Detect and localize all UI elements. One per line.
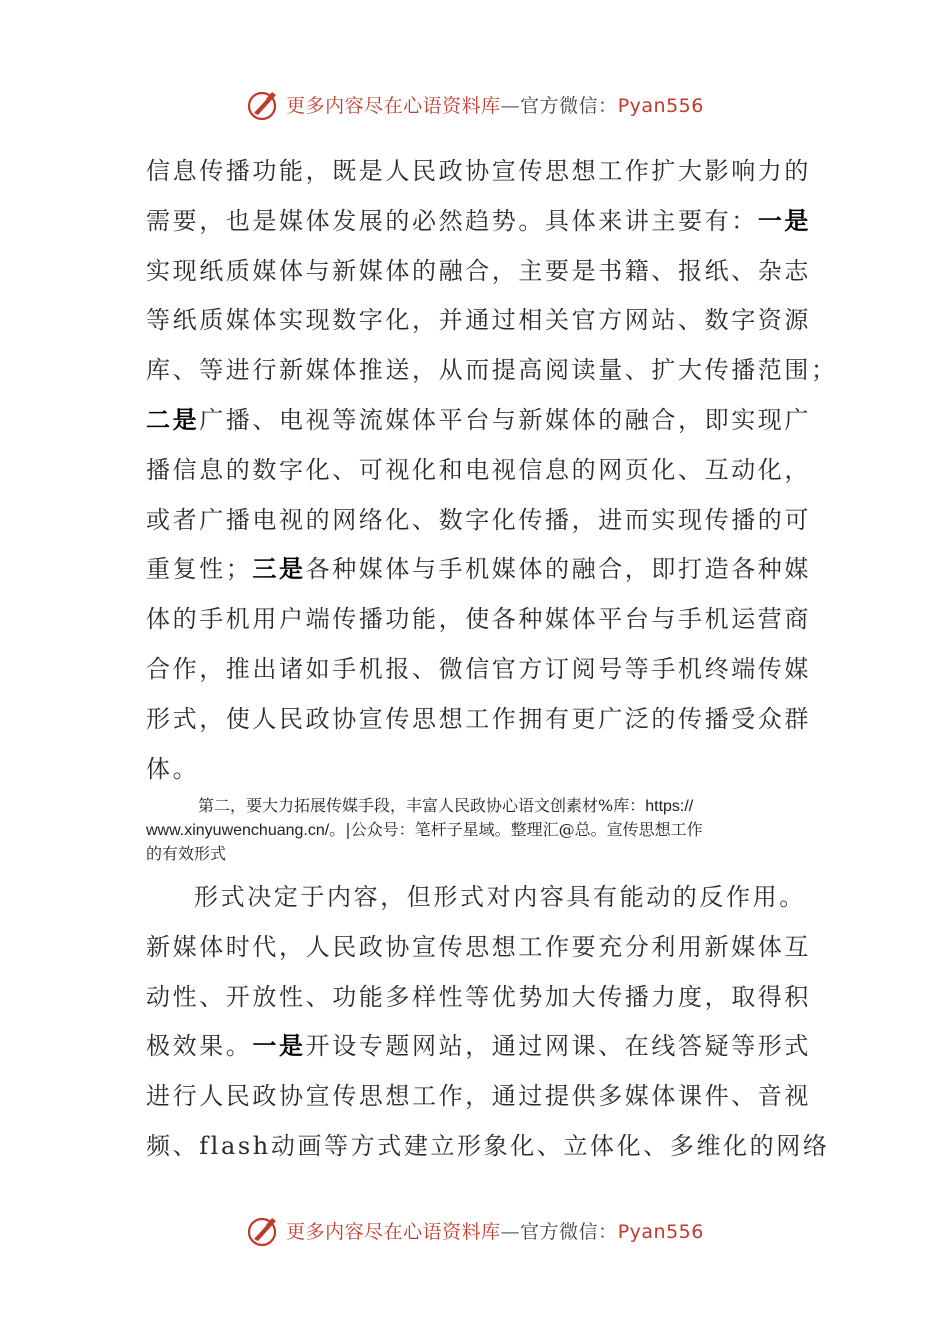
heading-line-2: www.xinyuwenchuang.cn/。|公众号：笔杆子星域。整理汇@总。宣传思想工作	[146, 820, 703, 839]
banner-wechat-id: Pyan556	[617, 94, 704, 117]
text-line: 形式，使人民政协宣传思想工作拥有更广泛的传播受众群	[146, 704, 811, 733]
banner-label: 官方微信：	[520, 94, 618, 117]
heading-line-1: 第二，要大力拓展传媒手段，丰富人民政协心语文创素材%库：https://	[198, 796, 694, 815]
section-heading	[146, 794, 806, 865]
banner-wechat-id: Pyan556	[617, 1220, 704, 1243]
text-line: 动性、开放性、功能多样性等优势加大传播力度，取得积	[146, 982, 811, 1011]
heading-link-part: https://	[645, 798, 694, 815]
text-line: 体。	[146, 754, 200, 783]
text-line: 体的手机用户端传播功能，使各种媒体平台与手机运营商	[146, 605, 811, 634]
footer-banner	[0, 1210, 950, 1250]
quill-logo-icon	[246, 86, 282, 122]
banner-dash: —	[500, 94, 521, 117]
text-line: 合作，推出诸如手机报、微信官方订阅号等手机终端传媒	[146, 654, 811, 683]
text-line: 库、等进行新媒体推送，从而提高阅读量、扩大传播范围；	[146, 356, 838, 385]
text-line: 信息传播功能，既是人民政协宣传思想工作扩大影响力的	[146, 157, 811, 185]
header-banner	[0, 84, 950, 124]
text-line: 二是广播、电视等流媒体平台与新媒体的融合，即实现广	[146, 404, 812, 434]
text-line: 频、flash动画等方式建立形象化、立体化、多维化的网络	[146, 1131, 830, 1160]
banner-label: 官方微信：	[520, 1220, 618, 1243]
banner-text	[286, 1217, 704, 1244]
quill-logo-icon	[246, 1212, 282, 1248]
text-line: 播信息的数字化、可视化和电视信息的网页化、互动化，	[146, 455, 811, 484]
text-line: 实现纸质媒体与新媒体的融合，主要是书籍、报纸、杂志	[146, 256, 811, 285]
paragraph-1	[146, 146, 838, 793]
heading-line-3: 的有效形式	[146, 844, 227, 863]
banner-title: 更多内容尽在心语资料库	[286, 1220, 501, 1243]
text-line: 形式决定于内容，但形式对内容具有能动的反作用。	[194, 883, 806, 911]
text-line: 进行人民政协宣传思想工作，通过提供多媒体课件、音视	[146, 1082, 811, 1111]
banner-dash: —	[500, 1220, 521, 1243]
text-line: 新媒体时代，人民政协宣传思想工作要充分利用新媒体互	[146, 932, 811, 961]
text-line: 重复性；三是各种媒体与手机媒体的融合，即打造各种媒	[146, 554, 812, 584]
text-line: 需要，也是媒体发展的必然趋势。具体来讲主要有：一是	[146, 205, 812, 235]
text-line: 极效果。一是开设专题网站，通过网课、在线答疑等形式	[146, 1031, 812, 1061]
text-line: 或者广播电视的网络化、数字化传播，进而实现传播的可	[146, 505, 811, 534]
banner-title: 更多内容尽在心语资料库	[286, 94, 501, 117]
text-line: 等纸质媒体实现数字化，并通过相关官方网站、数字资源	[146, 306, 811, 335]
heading-url: www.xinyuwenchuang.cn/	[146, 822, 330, 839]
banner-text	[286, 91, 704, 118]
paragraph-2	[146, 872, 830, 1171]
